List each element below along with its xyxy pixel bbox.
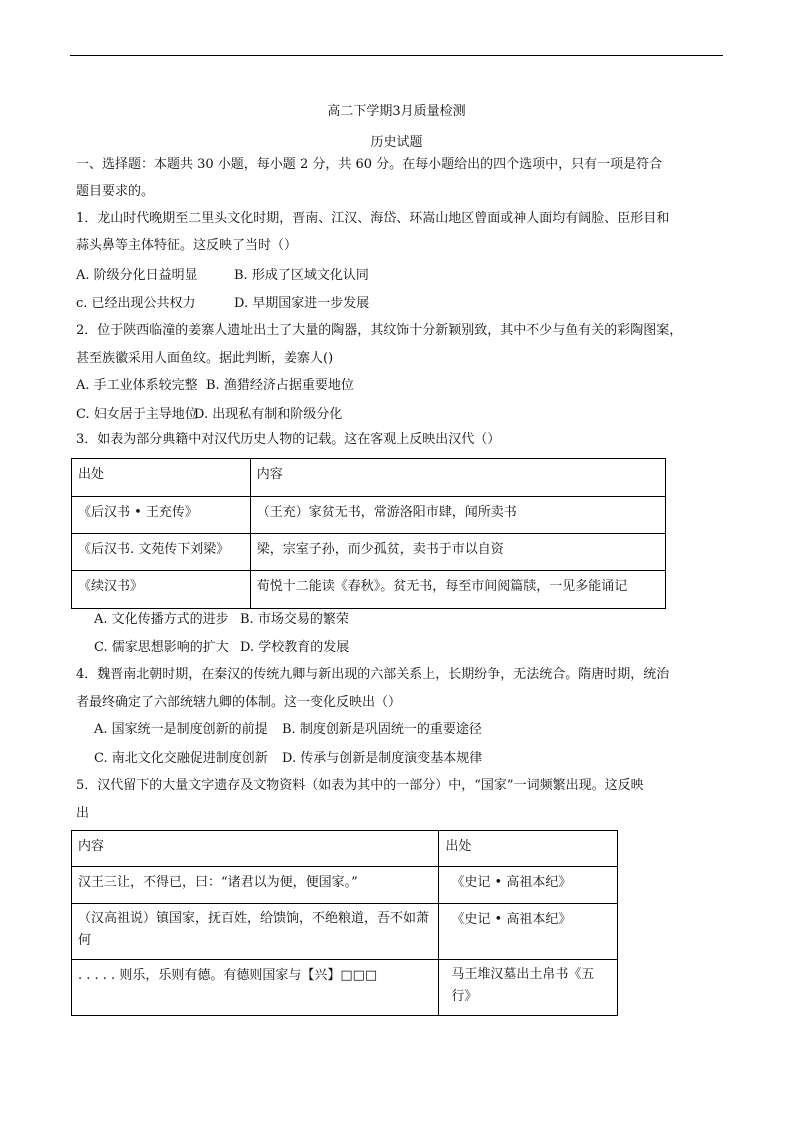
q3-table	[71, 458, 666, 609]
table-cell: 《史记 • 高祖本纪》	[439, 904, 618, 960]
table-cell: 《史记 • 高祖本纪》	[439, 867, 618, 904]
table-row	[72, 960, 618, 1016]
table-header-row	[72, 831, 618, 867]
q1-option-d: D. 早期国家进一步发展	[234, 296, 370, 311]
table-header-cell: 内容	[250, 459, 665, 497]
q4-option-d: D. 传承与创新是制度演变基本规律	[282, 751, 483, 766]
table-header-cell: 出处	[72, 459, 251, 497]
section-instructions-line2: 题目要求的。	[76, 184, 155, 199]
table-row	[72, 497, 666, 534]
table-header-row	[72, 459, 666, 497]
table-header-cell: 出处	[439, 831, 618, 867]
q2-option-a: A. 手工业体系较完整	[76, 378, 198, 393]
table-row	[72, 571, 666, 609]
q2-stem-line2: 甚至族徽采用人面鱼纹。据此判断，姜寨人()	[76, 351, 334, 366]
table-cell: 荀悦十二能读《春秋》。贫无书，每至市间阅篇牍，一见多能诵记	[250, 571, 665, 609]
q3-option-d: D. 学校教育的发展	[240, 640, 350, 655]
table-cell: 梁，宗室子孙，而少孤贫，卖书于市以自资	[250, 534, 665, 571]
q2-option-c: C. 妇女居于主导地位	[76, 407, 198, 422]
table-cell: 《后汉书 • 王充传》	[72, 497, 251, 534]
table-row	[72, 867, 618, 904]
section-instructions-line1: 一、选择题：本题共 30 小题，每小题 2 分，共 60 分。在每小题给出的四个选项中，只有一项是符合	[76, 157, 663, 172]
table-header-cell: 内容	[72, 831, 439, 867]
table-cell: 《后汉书. 文苑传下刘梁》	[72, 534, 251, 571]
q3-stem: 3．如表为部分典籍中对汉代历史人物的记载。这在客观上反映出汉代（）	[76, 432, 501, 447]
q2-stem-line1: 2．位于陕西临潼的姜寨人遗址出土了大量的陶器，其纹饰十分新颖别致，其中不少与鱼有关的彩陶图案，	[76, 323, 683, 338]
q4-option-c: C. 南北文化交融促进制度创新	[94, 751, 268, 766]
table-cell: （汉高祖说）镇国家，抚百姓，给馈饷，不绝粮道，吾不如萧何	[72, 904, 439, 960]
page-subtitle: 历史试题	[370, 135, 423, 150]
q1-option-a: A. 阶级分化日益明显	[76, 268, 198, 283]
q4-option-a: A. 国家统一是制度创新的前提	[94, 722, 268, 737]
q3-option-b: B. 市场交易的繁荣	[240, 612, 349, 627]
q3-option-c: C. 儒家思想影响的扩大	[94, 640, 229, 655]
header-rule	[70, 55, 723, 56]
q1-option-c: c. 已经出现公共权力	[76, 296, 196, 311]
q3-option-a: A. 文化传播方式的进步	[94, 612, 229, 627]
table-cell: 《续汉书》	[72, 571, 251, 609]
q4-option-b: B. 制度创新是巩固统一的重要途径	[282, 722, 482, 737]
q1-option-b: B. 形成了区域文化认同	[234, 268, 369, 283]
table-row	[72, 904, 618, 960]
table-cell: 汉王三让，不得已，曰：“诸君以为便，便国家。”	[72, 867, 439, 904]
q1-stem-line2: 蒜头鼻等主体特征。这反映了当时（）	[76, 238, 298, 253]
q1-stem-line1: 1．龙山时代晚期至二里头文化时期，晋南、江汉、海岱、环嵩山地区曾面或神人面均有阔脸、臣形目和	[76, 211, 670, 226]
q5-stem-line1: 5．汉代留下的大量文字遗存及文物资料（如表为其中的一部分）中，“国家”一词频繁出现。这反映	[76, 778, 644, 793]
q5-stem-line2: 出	[76, 806, 90, 821]
table-cell: . . . . . 则乐，乐则有德。有德则国家与【兴】□□□	[72, 960, 439, 1016]
table-cell: （王充）家贫无书，常游洛阳市肆，闻所卖书	[250, 497, 665, 534]
table-cell: 马王堆汉墓出土帛书《五行》	[439, 960, 618, 1016]
q4-stem-line1: 4．魏晋南北朝时期，在秦汉的传统九卿与新出现的六部关系上，长期纷争，无法统合。隋唐时期，统治	[76, 667, 670, 682]
q2-option-b: B. 渔猎经济占据重要地位	[206, 378, 354, 393]
q5-table	[71, 830, 618, 1016]
q2-option-d: D. 出现私有制和阶级分化	[194, 407, 343, 422]
q4-stem-line2: 者最终确定了六部统辖九卿的体制。这一变化反映出（）	[76, 695, 402, 710]
page-title: 高二下学期3月质量检测	[327, 104, 466, 119]
table-row	[72, 534, 666, 571]
